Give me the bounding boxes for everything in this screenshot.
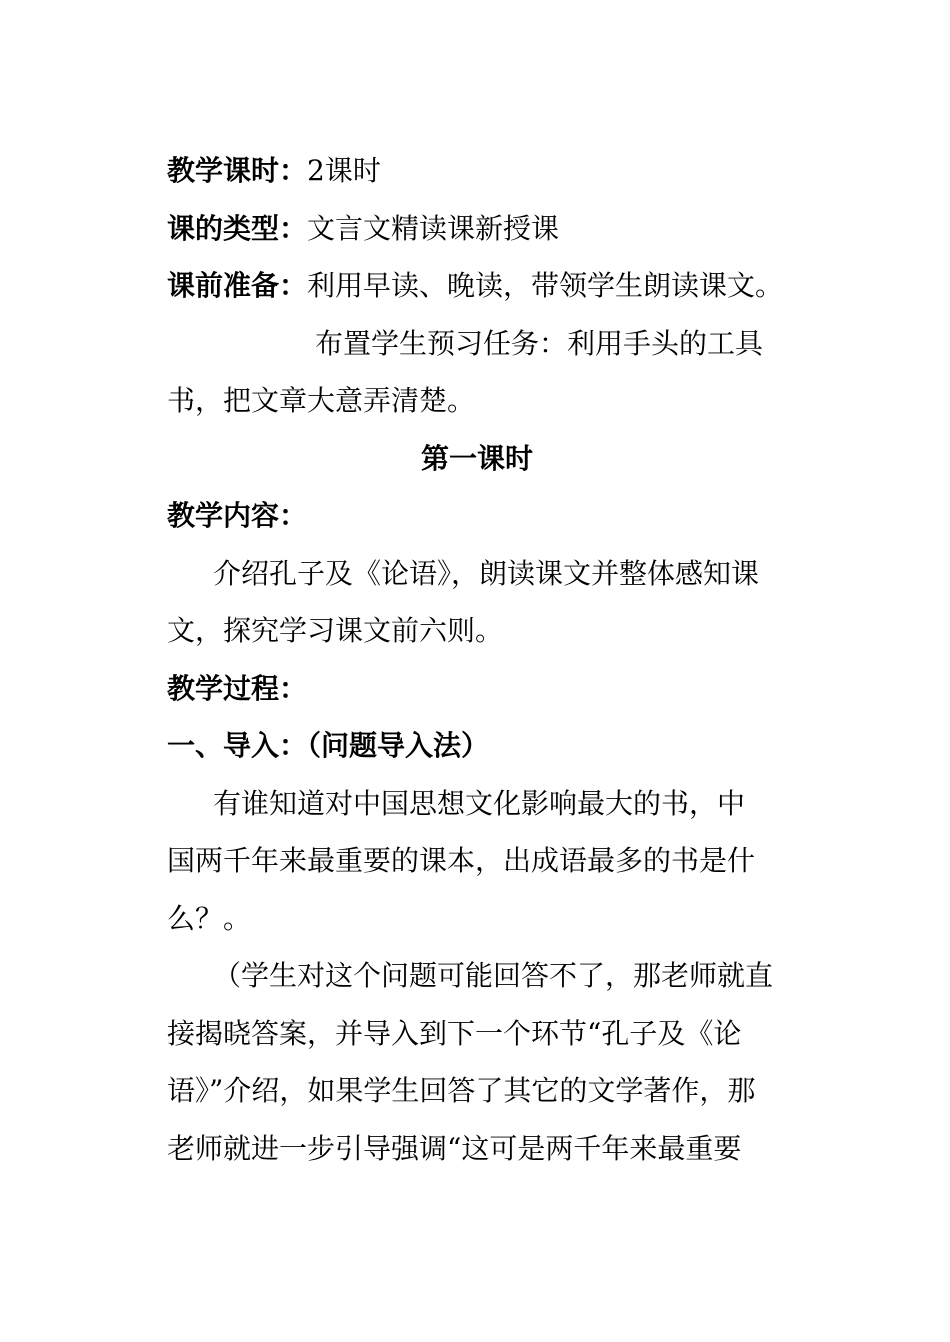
content-line-2: 文，探究学习课文前六则。 <box>167 614 504 647</box>
prep-label: 课前准备： <box>167 269 308 302</box>
para-1-line-1: 有谁知道对中国思想文化影响最大的书，中 <box>213 786 746 820</box>
para-2-line-3: 语》”介绍，如果学生回答了其它的文学著作，那 <box>167 1074 756 1107</box>
para-1-line-3: 么？。 <box>167 901 252 935</box>
section-1-title: 一、导入：（问题导入法） <box>167 729 490 762</box>
para-2-line-2: 接揭晓答案，并导入到下一个环节“孔子及《论 <box>167 1016 742 1050</box>
content-label: 教学内容： <box>167 499 308 532</box>
para-2-line-1: （学生对这个问题可能回答不了，那老师就直 <box>213 959 774 992</box>
hours-row <box>167 142 787 200</box>
prep-value-line-2: 布置学生预习任务：利用手头的工具 <box>315 326 764 360</box>
hours-value: 2课时 <box>307 154 381 187</box>
content-line-1: 介绍孔子及《论语》，朗读课文并整体感知课 <box>213 556 760 590</box>
prep-row <box>167 257 787 315</box>
para-2-line-4: 老师就进一步引导强调“这可是两千年来最重要 <box>167 1131 742 1165</box>
para-1-line-2: 国两千年来最重要的课本，出成语最多的书是什 <box>167 844 756 877</box>
type-row <box>167 200 787 258</box>
session-title: 第一课时 <box>420 441 533 475</box>
type-label: 课的类型： <box>167 211 308 245</box>
prep-value-line-1: 利用早读、晚读，带领学生朗读课文。 <box>307 269 784 302</box>
prep-value-line-3: 书，把文章大意弄清楚。 <box>167 384 476 417</box>
hours-label: 教学课时： <box>167 154 308 187</box>
document-page <box>167 142 787 1177</box>
type-value: 文言文精读课新授课 <box>307 211 560 245</box>
process-label: 教学过程： <box>167 671 308 705</box>
